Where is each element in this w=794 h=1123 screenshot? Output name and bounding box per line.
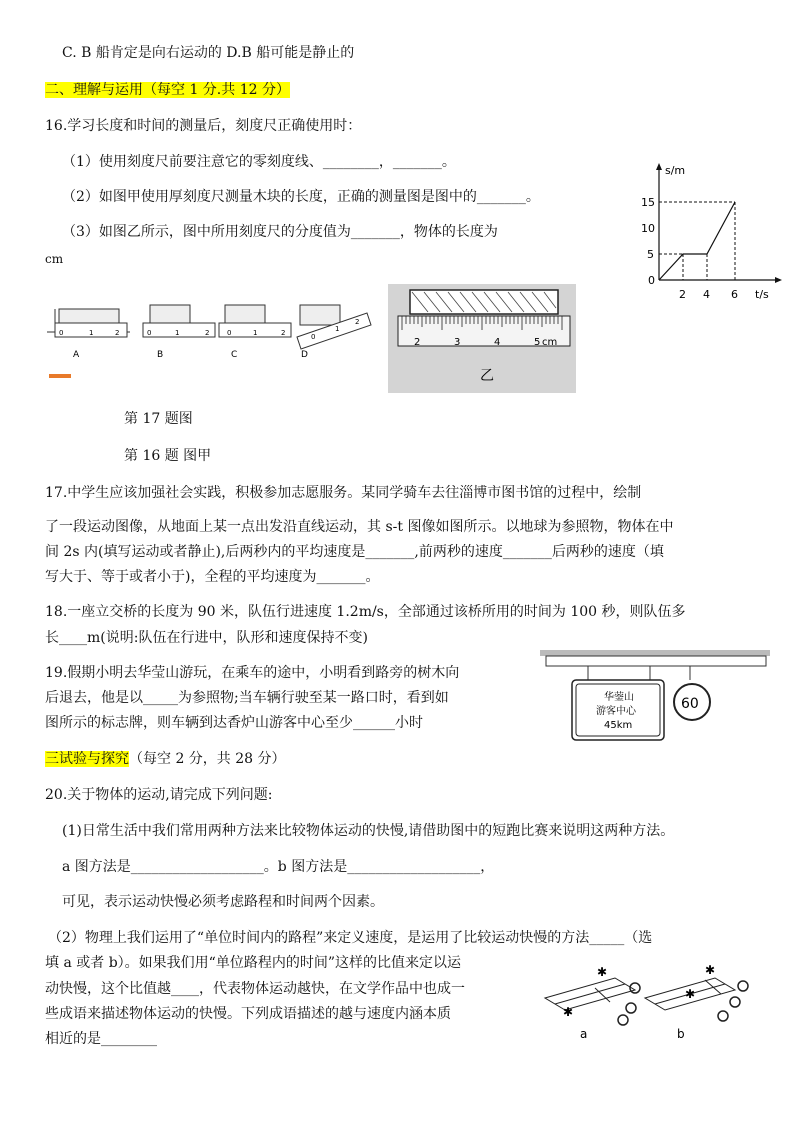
svg-text:✱: ✱ [563, 1005, 574, 1019]
section-2-heading [45, 81, 290, 99]
race-label-b: b [677, 1027, 685, 1041]
svg-text:2: 2 [281, 329, 286, 337]
ruler-label-d: D [301, 350, 308, 360]
question-19-line-3: 图所示的标志牌，则车辆到达香炉山游客中心至少______小时 [45, 715, 423, 731]
question-17-line-4: 写大于、等于或者小于)，全程的平均速度为_______。 [45, 569, 380, 585]
svg-text:2: 2 [115, 329, 120, 337]
svg-text:0: 0 [59, 329, 64, 337]
section-3-score: （每空 2 分，共 28 分） [129, 751, 286, 767]
svg-text:0: 0 [147, 329, 152, 337]
svg-text:1: 1 [253, 329, 258, 337]
question-16-3: （3）如图乙所示，图中所用刻度尺的分度值为_______，物体的长度为 [62, 224, 498, 240]
question-20-methods: a 图方法是___________________。b 图方法是___________________， [62, 859, 495, 875]
s-t-graph [635, 160, 785, 305]
svg-text:✱: ✱ [597, 965, 608, 979]
y-tick-15: 15 [641, 196, 655, 209]
question-16-1: （1）使用刻度尺前要注意它的零刻度线、________，_______。 [62, 154, 456, 170]
question-20-conclusion: 可见，表示运动快慢必须考虑路程和时间两个因素。 [62, 894, 384, 910]
caption-fig-16: 第 16 题 图甲 [124, 448, 212, 464]
x-tick-6: 6 [731, 288, 738, 301]
svg-text:✱: ✱ [705, 963, 716, 977]
svg-text:2: 2 [205, 329, 210, 337]
y-tick-5: 5 [647, 248, 654, 261]
question-16-3-unit: cm [45, 252, 64, 266]
ruler-photo-yi [388, 284, 576, 393]
ruler-label-c: C [231, 350, 238, 360]
svg-text:1: 1 [89, 329, 94, 337]
section-3-heading [45, 750, 286, 768]
svg-text:3: 3 [454, 337, 461, 348]
question-16-2: （2）如图甲使用厚刻度尺测量木块的长度，正确的测量图是图中的_______。 [62, 189, 540, 205]
question-20-2-line-4: 些成语来描述物体运动的快慢。下列成语描述的越与速度内涵本质 [45, 1006, 451, 1022]
photo-caption: 乙 [480, 368, 494, 384]
svg-text:✱: ✱ [685, 987, 696, 1001]
orange-mark [49, 374, 71, 378]
question-19-line-2: 后退去，他是以_____为参照物;当车辆行驶至某一路口时，看到如 [45, 690, 449, 706]
question-20: 20.关于物体的运动,请完成下列问题: [45, 787, 273, 803]
question-17-line-1: 17.中学生应该加强社会实践，积极参加志愿服务。某同学骑车去往淄博市图书馆的过程中，绘制 [45, 485, 642, 501]
svg-text:1: 1 [335, 325, 340, 333]
question-17-line-3: 间 2s 内(填写运动或者静止),后两秒内的平均速度是_______,前两秒的速度_______后两秒的速度（填 [45, 544, 664, 560]
question-20-2-line-2: 填 a 或者 b）。如果我们用“单位路程内的时间”这样的比值来定以运 [45, 955, 461, 971]
caption-fig-17: 第 17 题图 [124, 411, 193, 427]
svg-text:5: 5 [534, 337, 541, 348]
sign-line-2: 游客中心 [596, 706, 636, 717]
svg-text:0: 0 [311, 333, 316, 341]
ruler-figure-a-d [45, 295, 375, 380]
question-19-line-1: 19.假期小明去华莹山游玩，在乘车的途中，小明看到路旁的树木向 [45, 665, 460, 681]
section-2-title: 二、理解与运用（每空 1 分.共 12 分） [45, 82, 290, 98]
section-3-title: 三试验与探究 [45, 751, 129, 767]
svg-text:0: 0 [227, 329, 232, 337]
question-20-2-line-3: 动快慢，这个比值越____，代表物体运动越快，在文学作品中也成一 [45, 981, 465, 997]
question-20-2-line-5: 相近的是________ [45, 1031, 157, 1047]
y-tick-10: 10 [641, 222, 655, 235]
x-tick-4: 4 [703, 288, 710, 301]
speed-limit: 60 [681, 696, 699, 712]
y-axis-label: s/m [665, 164, 686, 177]
question-16: 16.学习长度和时间的测量后，刻度尺正确使用时： [45, 118, 362, 134]
road-sign-figure [540, 648, 770, 748]
x-axis-label: t/s [755, 288, 769, 301]
svg-text:2: 2 [355, 318, 360, 326]
ruler-label-a: A [73, 350, 80, 360]
race-figure [535, 958, 760, 1043]
sign-line-1: 华蓥山 [604, 692, 634, 703]
svg-text:cm: cm [542, 337, 558, 348]
svg-text:2: 2 [414, 337, 421, 348]
option-cd: C. B 船肯定是向右运动的 D.B 船可能是静止的 [62, 45, 355, 61]
sign-line-3: 45km [604, 720, 633, 731]
question-18-line-2: 长____m(说明:队伍在行进中，队形和速度保持不变) [45, 630, 368, 646]
origin-label: 0 [648, 274, 655, 287]
x-tick-2: 2 [679, 288, 686, 301]
ruler-label-b: B [157, 350, 164, 360]
question-18-line-1: 18.一座立交桥的长度为 90 米，队伍行进速度 1.2m/s，全部通过该桥所用的时间为 100 秒，则队伍多 [45, 604, 686, 620]
svg-text:4: 4 [494, 337, 501, 348]
race-label-a: a [580, 1027, 588, 1041]
svg-text:1: 1 [175, 329, 180, 337]
question-17-line-2: 了一段运动图像，从地面上某一点出发沿直线运动，其 s-t 图像如图所示。以地球为参照物，物体在中 [45, 519, 674, 535]
question-20-1: (1)日常生活中我们常用两种方法来比较物体运动的快慢,请借助图中的短跑比赛来说明这两种方法。 [62, 823, 675, 839]
question-20-2-line-1: （2）物理上我们运用了“单位时间内的路程”来定义速度，是运用了比较运动快慢的方法_____（选 [48, 930, 653, 946]
